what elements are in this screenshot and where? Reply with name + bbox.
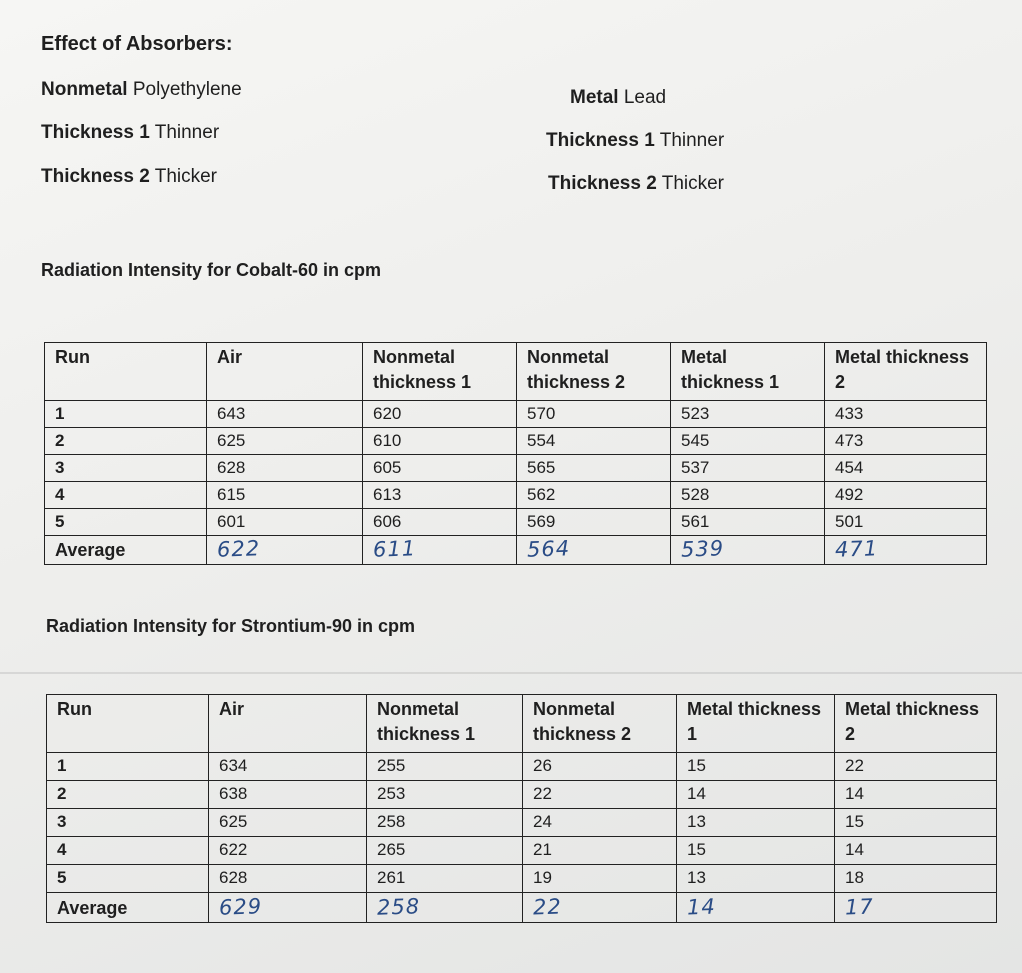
average-cell	[825, 536, 987, 565]
nonmetal-thickness2-label: Thickness 2	[41, 166, 150, 187]
column-header: Metal thickness 1	[671, 343, 825, 401]
data-cell: 628	[207, 455, 363, 482]
data-cell: 433	[825, 401, 987, 428]
nonmetal-thickness1-label: Thickness 1	[41, 122, 150, 143]
run-cell: 5	[47, 865, 209, 893]
average-cell	[835, 893, 997, 923]
strontium-header-row	[47, 695, 997, 753]
data-cell: 545	[671, 428, 825, 455]
average-cell	[523, 893, 677, 923]
data-cell: 22	[523, 781, 677, 809]
average-cell	[677, 893, 835, 923]
data-cell: 454	[825, 455, 987, 482]
data-cell: 613	[363, 482, 517, 509]
data-cell: 643	[207, 401, 363, 428]
data-cell: 638	[209, 781, 367, 809]
cobalt-table	[44, 342, 987, 565]
metal-label: Metal	[570, 87, 619, 108]
page-title: Effect of Absorbers:	[41, 33, 233, 55]
handwritten-average: 539	[680, 536, 725, 562]
run-cell: 5	[45, 509, 207, 536]
run-cell: 3	[45, 455, 207, 482]
table-row	[45, 428, 987, 455]
cobalt-table-title: Radiation Intensity for Cobalt-60 in cpm	[41, 260, 382, 280]
data-cell: 622	[209, 837, 367, 865]
column-header: Metal thickness 1	[677, 695, 835, 753]
data-cell: 253	[367, 781, 523, 809]
metal-thickness2-value: Thicker	[661, 173, 725, 194]
column-header: Air	[207, 343, 363, 401]
run-cell: 1	[45, 401, 207, 428]
average-cell	[209, 893, 367, 923]
run-cell: 4	[45, 482, 207, 509]
data-cell: 605	[363, 455, 517, 482]
strontium-table-title: Radiation Intensity for Strontium-90 in cpm	[46, 616, 416, 636]
table-row	[45, 455, 987, 482]
data-cell: 565	[517, 455, 671, 482]
metal-thickness2-label: Thickness 2	[548, 173, 657, 194]
data-cell: 625	[209, 809, 367, 837]
average-cell	[207, 536, 363, 565]
metal-thickness1-line	[546, 130, 724, 152]
average-cell	[363, 536, 517, 565]
data-cell: 634	[209, 753, 367, 781]
data-cell: 610	[363, 428, 517, 455]
data-cell: 528	[671, 482, 825, 509]
column-header: Run	[45, 343, 207, 401]
average-cell	[671, 536, 825, 565]
run-cell: 4	[47, 837, 209, 865]
average-row	[47, 893, 997, 923]
average-row	[45, 536, 987, 565]
table-row	[45, 482, 987, 509]
data-cell: 24	[523, 809, 677, 837]
metal-thickness2-line	[548, 173, 724, 195]
column-header: Metal thickness 2	[835, 695, 997, 753]
handwritten-average: 17	[844, 894, 875, 919]
data-cell: 255	[367, 753, 523, 781]
data-cell: 562	[517, 482, 671, 509]
column-header: Air	[209, 695, 367, 753]
table-row	[47, 837, 997, 865]
handwritten-average: 622	[216, 536, 261, 562]
run-cell: 3	[47, 809, 209, 837]
table-row	[45, 509, 987, 536]
column-header: Nonmetal thickness 1	[367, 695, 523, 753]
run-cell: 2	[45, 428, 207, 455]
table-row	[47, 809, 997, 837]
data-cell: 625	[207, 428, 363, 455]
average-cell	[367, 893, 523, 923]
handwritten-average: 14	[686, 894, 717, 919]
data-cell: 21	[523, 837, 677, 865]
table-row	[47, 865, 997, 893]
data-cell: 15	[677, 837, 835, 865]
data-cell: 15	[677, 753, 835, 781]
data-cell: 15	[835, 809, 997, 837]
column-header: Nonmetal thickness 1	[363, 343, 517, 401]
nonmetal-thickness2-value: Thicker	[154, 166, 218, 187]
nonmetal-thickness1-line	[41, 122, 219, 144]
data-cell: 13	[677, 809, 835, 837]
column-header: Nonmetal thickness 2	[523, 695, 677, 753]
cobalt-header-row	[45, 343, 987, 401]
nonmetal-thickness1-value: Thinner	[154, 122, 220, 143]
handwritten-average: 629	[218, 893, 263, 920]
nonmetal-line	[41, 79, 242, 101]
table-row	[47, 753, 997, 781]
average-label: Average	[45, 536, 207, 565]
data-cell: 14	[677, 781, 835, 809]
data-cell: 537	[671, 455, 825, 482]
handwritten-average: 611	[372, 536, 417, 562]
data-cell: 628	[209, 865, 367, 893]
data-cell: 19	[523, 865, 677, 893]
metal-thickness1-label: Thickness 1	[546, 130, 655, 151]
data-cell: 14	[835, 837, 997, 865]
data-cell: 561	[671, 509, 825, 536]
data-cell: 601	[207, 509, 363, 536]
nonmetal-label: Nonmetal	[41, 79, 128, 100]
handwritten-average: 564	[526, 536, 571, 562]
data-cell: 501	[825, 509, 987, 536]
data-cell: 569	[517, 509, 671, 536]
metal-thickness1-value: Thinner	[659, 130, 725, 151]
data-cell: 570	[517, 401, 671, 428]
paper-fold	[0, 672, 1022, 674]
data-cell: 258	[367, 809, 523, 837]
data-cell: 265	[367, 837, 523, 865]
data-cell: 523	[671, 401, 825, 428]
nonmetal-thickness2-line	[41, 166, 217, 188]
data-cell: 606	[363, 509, 517, 536]
average-label: Average	[47, 893, 209, 923]
nonmetal-value: Polyethylene	[132, 79, 242, 100]
run-cell: 2	[47, 781, 209, 809]
run-cell: 1	[47, 753, 209, 781]
table-row	[45, 401, 987, 428]
data-cell: 261	[367, 865, 523, 893]
average-cell	[517, 536, 671, 565]
column-header: Nonmetal thickness 2	[517, 343, 671, 401]
data-cell: 22	[835, 753, 997, 781]
handwritten-average: 471	[834, 536, 879, 562]
column-header: Run	[47, 695, 209, 753]
data-cell: 554	[517, 428, 671, 455]
data-cell: 13	[677, 865, 835, 893]
data-cell: 615	[207, 482, 363, 509]
column-header: Metal thickness 2	[825, 343, 987, 401]
data-cell: 620	[363, 401, 517, 428]
metal-value: Lead	[623, 87, 667, 108]
data-cell: 18	[835, 865, 997, 893]
handwritten-average: 22	[532, 894, 563, 919]
data-cell: 14	[835, 781, 997, 809]
data-cell: 26	[523, 753, 677, 781]
data-cell: 473	[825, 428, 987, 455]
strontium-table	[46, 694, 997, 923]
data-cell: 492	[825, 482, 987, 509]
table-row	[47, 781, 997, 809]
handwritten-average: 258	[376, 893, 421, 920]
metal-line	[570, 87, 666, 109]
